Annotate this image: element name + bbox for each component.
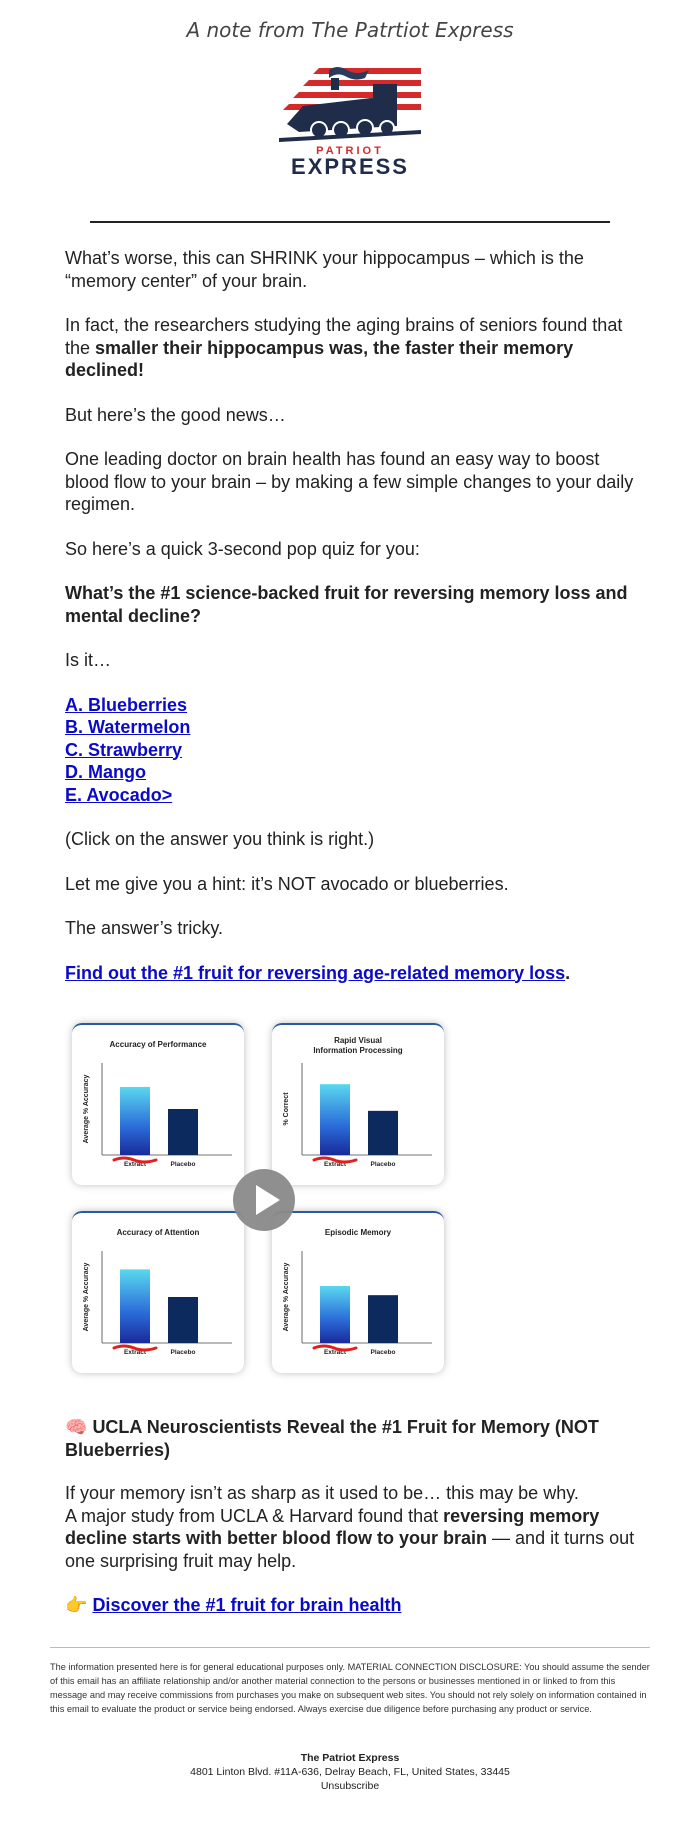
chart-3-title: Accuracy of Attention: [116, 1228, 200, 1237]
chart-4-title: Episodic Memory: [324, 1228, 392, 1237]
footer-company: The Patriot Express: [300, 1752, 400, 1764]
chart-2-title-line-2: Information Processing: [313, 1046, 403, 1055]
chart-svg-3: [72, 1213, 244, 1373]
promo-cta: [65, 1594, 645, 1617]
chart-svg-2: [272, 1025, 444, 1185]
answer-link-d[interactable]: D. Mango: [65, 762, 146, 782]
answer-link-e[interactable]: E. Avocado>: [65, 784, 173, 805]
play-icon: [233, 1169, 295, 1231]
play-button[interactable]: [233, 1169, 295, 1231]
chart-1-label-placebo: Placebo: [170, 1161, 196, 1168]
patriot-express-logo: [279, 66, 421, 176]
email-body: [65, 247, 645, 1006]
chart-4-red-scribble: [314, 1346, 356, 1350]
discover-fruit-link[interactable]: Discover the #1 fruit for brain health: [92, 1595, 402, 1615]
footer-address: 4801 Linton Blvd. #11A-636, Delray Beach, FL, United States, 33445: [190, 1766, 510, 1778]
unsubscribe-link[interactable]: Unsubscribe: [320, 1780, 380, 1792]
answer-link-a[interactable]: A. Blueberries: [65, 694, 188, 715]
chart-1-label-extract: Extract: [123, 1161, 147, 1168]
chart-panel-1: [72, 1023, 244, 1185]
chart-panel-2: [272, 1023, 444, 1185]
logo-express-text: EXPRESS: [291, 154, 409, 176]
chart-3-bar-extract: [120, 1269, 150, 1343]
paragraph-quiz-intro: So here’s a quick 3-second pop quiz for you:: [65, 538, 420, 559]
chart-svg-1: [72, 1025, 244, 1185]
chart-2-label-extract: Extract: [323, 1161, 347, 1168]
paragraph-hint: Let me give you a hint: it’s NOT avocado or blueberries.: [65, 873, 509, 894]
chart-3-label-extract: Extract: [123, 1349, 147, 1356]
chart-2-y-label: % Correct: [283, 1092, 290, 1126]
chart-3-y-label: Average % Accuracy: [83, 1262, 90, 1332]
paragraph-hippocampus: What’s worse, this can SHRINK your hippocampus – which is the “memory center” of your brain.: [65, 248, 584, 291]
chart-1-red-scribble: [114, 1158, 156, 1162]
paragraph-is-it: Is it…: [65, 650, 112, 670]
promo-headline: 🧠 UCLA Neuroscientists Reveal the #1 Fruit for Memory (NOT Blueberries): [65, 1417, 599, 1460]
email-footer: [0, 1751, 700, 1793]
disclaimer-text: The information presented here is for general educational purposes only. MATERIAL CONNECTION DISCLOSURE: You should assume the sender of this email has an affiliate relationship and/or another material connection to the persons or businesses mentioned in or linked to from this message and may receive commissions from purchases you make on subsequent web sites. You should not rely solely on information contained in this email to evaluate the product or service being endorsed. Always exercise due diligence before purchasing any product or service.: [50, 1662, 650, 1714]
brain-icon: 🧠: [65, 1417, 88, 1437]
paragraph-tricky: The answer’s tricky.: [65, 918, 224, 938]
chart-2-title-line-1: Rapid Visual: [334, 1036, 382, 1045]
chart-1-y-label: Average % Accuracy: [83, 1074, 90, 1144]
quiz-question: What’s the #1 science-backed fruit for reversing memory loss and mental decline?: [65, 583, 628, 626]
chart-4-y-label: Average % Accuracy: [283, 1262, 290, 1332]
paragraph-doctor: One leading doctor on brain health has found an easy way to boost blood flow to your brain – by making a few simple changes to your daily regimen.: [65, 449, 634, 514]
chart-4-bar-placebo: [368, 1295, 398, 1343]
find-fruit-link[interactable]: Find out the #1 fruit for reversing age-related memory loss: [65, 962, 566, 983]
chart-1-title: Accuracy of Performance: [109, 1040, 207, 1049]
chart-4-bar-extract: [320, 1286, 350, 1343]
chart-2-bar-extract: [320, 1084, 350, 1155]
chart-3-bar-placebo: [168, 1297, 198, 1343]
paragraph-researchers: In fact, the researchers studying the aging brains of seniors found that the smaller their hippocampus was, the faster their memory declined!: [65, 315, 623, 380]
promo-line-2: A major study from UCLA & Harvard found that reversing memory decline starts with better blood flow to your brain — and it turns out one surprising fruit may help.: [65, 1505, 635, 1571]
chart-4-label-placebo: Placebo: [370, 1349, 396, 1356]
paragraph-find-link: Find out the #1 fruit for reversing age-related memory loss.: [65, 962, 571, 983]
chart-2-bar-placebo: [368, 1111, 398, 1155]
chart-2-label-placebo: Placebo: [370, 1161, 396, 1168]
chart-2-red-scribble: [314, 1158, 356, 1162]
footer-divider: [50, 1647, 650, 1648]
email-tagline: A note from The Patrtiot Express: [186, 18, 514, 42]
promo-body: [65, 1482, 645, 1572]
chart-3-label-placebo: Placebo: [170, 1349, 196, 1356]
quiz-answers: [65, 694, 645, 807]
chart-panel-4: [272, 1211, 444, 1373]
chart-4-label-extract: Extract: [323, 1349, 347, 1356]
answer-link-b[interactable]: B. Watermelon: [65, 717, 191, 737]
logo-patriot-text: PATRIOT: [316, 145, 384, 157]
chart-3-red-scribble: [114, 1346, 156, 1350]
study-charts-video-thumbnail[interactable]: [72, 1023, 452, 1383]
promo-line-1: If your memory isn’t as sharp as it used to be… this may be why.: [65, 1483, 579, 1503]
paragraph-good-news: But here’s the good news…: [65, 404, 286, 425]
header-divider: [90, 221, 610, 223]
pointing-hand-icon: 👉: [65, 1595, 88, 1615]
chart-panel-3: [72, 1211, 244, 1373]
chart-svg-4: [272, 1213, 444, 1373]
paragraph-click-note: (Click on the answer you think is right.): [65, 829, 375, 849]
chart-1-bar-placebo: [168, 1109, 198, 1155]
answer-link-c[interactable]: C. Strawberry: [65, 739, 183, 760]
chart-1-bar-extract: [120, 1087, 150, 1155]
